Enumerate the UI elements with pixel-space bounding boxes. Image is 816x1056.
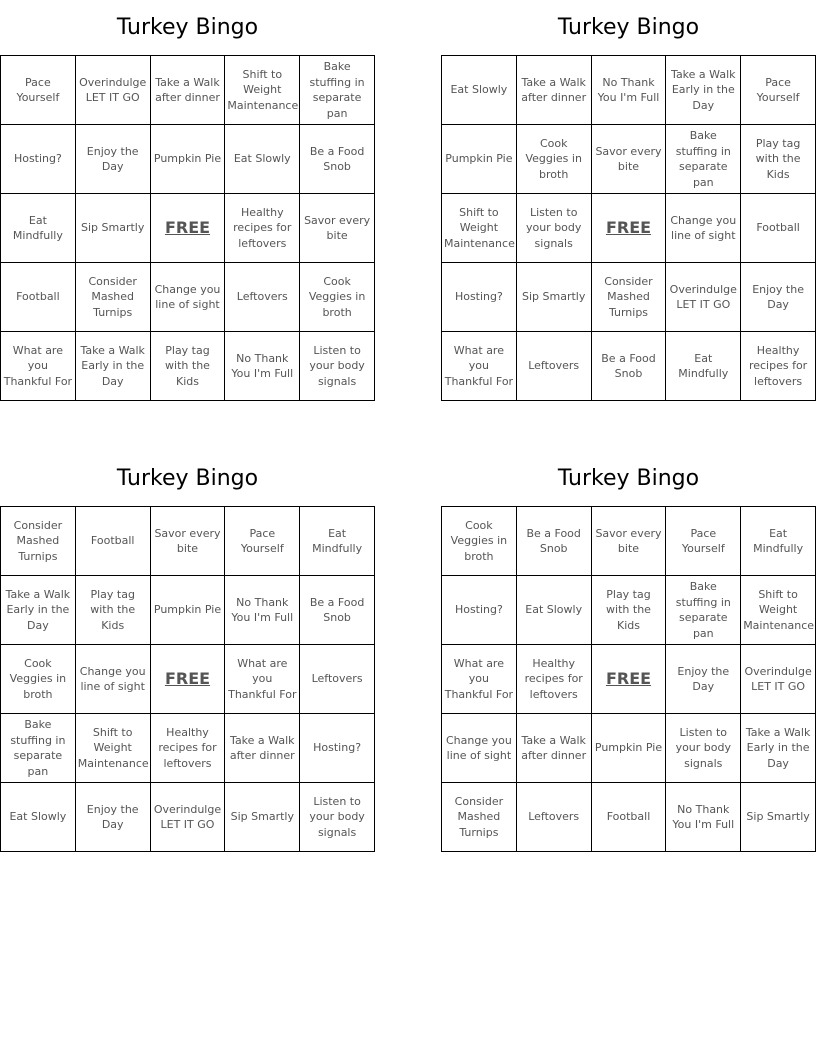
bingo-cell: Be a Food Snob [516,507,591,576]
bingo-cell: Take a Walk Early in the Day [666,56,741,125]
bingo-cell: Cook Veggies in broth [516,125,591,194]
bingo-cell: Eat Mindfully [1,194,76,263]
bingo-cell: Take a Walk after dinner [516,56,591,125]
bingo-cell: Be a Food Snob [300,576,375,645]
bingo-cell: What are you Thankful For [1,332,76,401]
grid-row [1,714,375,783]
bingo-cell: Pumpkin Pie [591,714,666,783]
bingo-cell: Listen to your body signals [516,194,591,263]
grid-row [1,576,375,645]
bingo-grid [0,55,375,401]
grid-row [442,125,816,194]
bingo-cell: Listen to your body signals [300,332,375,401]
free-space: FREE [150,645,225,714]
free-space: FREE [591,194,666,263]
bingo-cell: Football [75,507,150,576]
bingo-cell: Bake stuffing in separate pan [666,576,741,645]
bingo-cell: Overindulge LET IT GO [75,56,150,125]
bingo-cell: Football [741,194,816,263]
bingo-cell: Overindulge LET IT GO [741,645,816,714]
bingo-cell: Be a Food Snob [591,332,666,401]
bingo-cell: No Thank You I'm Full [666,783,741,852]
bingo-cell: Football [1,263,76,332]
bingo-cell: Cook Veggies in broth [300,263,375,332]
bingo-cell: Savor every bite [591,507,666,576]
bingo-cell: Overindulge LET IT GO [666,263,741,332]
bingo-cell: Listen to your body signals [300,783,375,852]
grid-row [442,56,816,125]
bingo-cell: What are you Thankful For [442,332,517,401]
bingo-cell: Change you line of sight [150,263,225,332]
bingo-cell: Consider Mashed Turnips [1,507,76,576]
grid-row [442,332,816,401]
bingo-cell: Hosting? [300,714,375,783]
free-space: FREE [150,194,225,263]
bingo-cell: Take a Walk after dinner [225,714,300,783]
bingo-cell: Change you line of sight [75,645,150,714]
bingo-grid [441,506,816,852]
bingo-cell: Take a Walk Early in the Day [1,576,76,645]
bingo-cell: Leftovers [516,332,591,401]
bingo-cell: Consider Mashed Turnips [591,263,666,332]
grid-row [1,125,375,194]
bingo-cell: Sip Smartly [75,194,150,263]
bingo-cell: Hosting? [1,125,76,194]
bingo-cell: Savor every bite [150,507,225,576]
bingo-cell: What are you Thankful For [225,645,300,714]
bingo-cell: No Thank You I'm Full [225,332,300,401]
grid-row [442,714,816,783]
bingo-cell: No Thank You I'm Full [225,576,300,645]
bingo-cell: Bake stuffing in separate pan [1,714,76,783]
grid-row [1,507,375,576]
grid-row [442,507,816,576]
bingo-cell: Change you line of sight [442,714,517,783]
free-space: FREE [591,645,666,714]
card-title: Turkey Bingo [116,466,259,491]
bingo-cell: Be a Food Snob [300,125,375,194]
bingo-cell: Sip Smartly [741,783,816,852]
bingo-cell: Play tag with the Kids [75,576,150,645]
bingo-cell: Pace Yourself [225,507,300,576]
bingo-cell: Hosting? [442,576,517,645]
bingo-cell: Eat Mindfully [741,507,816,576]
bingo-grid [0,506,375,852]
bingo-cell: Play tag with the Kids [741,125,816,194]
bingo-cell: Take a Walk Early in the Day [75,332,150,401]
bingo-cell: Healthy recipes for leftovers [741,332,816,401]
bingo-cell: Consider Mashed Turnips [75,263,150,332]
bingo-cell: Enjoy the Day [75,783,150,852]
bingo-cell: Play tag with the Kids [591,576,666,645]
grid-row [1,783,375,852]
grid-row [442,783,816,852]
bingo-cell: Pumpkin Pie [442,125,517,194]
bingo-cell: Enjoy the Day [75,125,150,194]
bingo-cell: Cook Veggies in broth [1,645,76,714]
grid-row [442,263,816,332]
bingo-cell: Overindulge LET IT GO [150,783,225,852]
bingo-cell: Shift to Weight Maintenance [442,194,517,263]
bingo-cell: Listen to your body signals [666,714,741,783]
bingo-cell: Eat Mindfully [300,507,375,576]
bingo-cell: Eat Slowly [516,576,591,645]
card-title: Turkey Bingo [116,15,259,40]
bingo-card-1 [0,0,375,401]
bingo-cell: Leftovers [225,263,300,332]
bingo-cell: Healthy recipes for leftovers [150,714,225,783]
bingo-cell: Football [591,783,666,852]
bingo-cell: Savor every bite [300,194,375,263]
bingo-cell: What are you Thankful For [442,645,517,714]
bingo-card-2 [441,0,816,401]
bingo-cell: Shift to Weight Maintenance [741,576,816,645]
grid-row [1,332,375,401]
bingo-cell: Sip Smartly [516,263,591,332]
bingo-cell: Eat Slowly [1,783,76,852]
grid-row [442,576,816,645]
bingo-cell: Play tag with the Kids [150,332,225,401]
bingo-cell: Cook Veggies in broth [442,507,517,576]
bingo-cell: Bake stuffing in separate pan [666,125,741,194]
grid-row [442,194,816,263]
bingo-cell: Pumpkin Pie [150,576,225,645]
bingo-cell: Healthy recipes for leftovers [225,194,300,263]
bingo-cell: Eat Slowly [225,125,300,194]
bingo-cell: Pace Yourself [741,56,816,125]
bingo-cell: Healthy recipes for leftovers [516,645,591,714]
grid-row [1,194,375,263]
bingo-cell: Sip Smartly [225,783,300,852]
bingo-cell: Enjoy the Day [741,263,816,332]
bingo-grid [441,55,816,401]
bingo-cell: Eat Slowly [442,56,517,125]
bingo-cell: Eat Mindfully [666,332,741,401]
bingo-cell: Shift to Weight Maintenance [75,714,150,783]
bingo-cell: Hosting? [442,263,517,332]
card-title: Turkey Bingo [557,15,700,40]
grid-row [442,645,816,714]
bingo-cell: Take a Walk Early in the Day [741,714,816,783]
bingo-cell: Change you line of sight [666,194,741,263]
bingo-cell: Pumpkin Pie [150,125,225,194]
bingo-cell: Shift to Weight Maintenance [225,56,300,125]
bingo-cell: No Thank You I'm Full [591,56,666,125]
bingo-cell: Pace Yourself [666,507,741,576]
card-title: Turkey Bingo [557,466,700,491]
grid-row [1,645,375,714]
bingo-cell: Leftovers [300,645,375,714]
bingo-card-3 [0,451,375,852]
bingo-cell: Leftovers [516,783,591,852]
grid-row [1,56,375,125]
bingo-cell: Enjoy the Day [666,645,741,714]
bingo-cell: Bake stuffing in separate pan [300,56,375,125]
bingo-card-4 [441,451,816,852]
bingo-cell: Take a Walk after dinner [516,714,591,783]
bingo-cell: Pace Yourself [1,56,76,125]
bingo-cell: Take a Walk after dinner [150,56,225,125]
bingo-cell: Consider Mashed Turnips [442,783,517,852]
grid-row [1,263,375,332]
bingo-cell: Savor every bite [591,125,666,194]
